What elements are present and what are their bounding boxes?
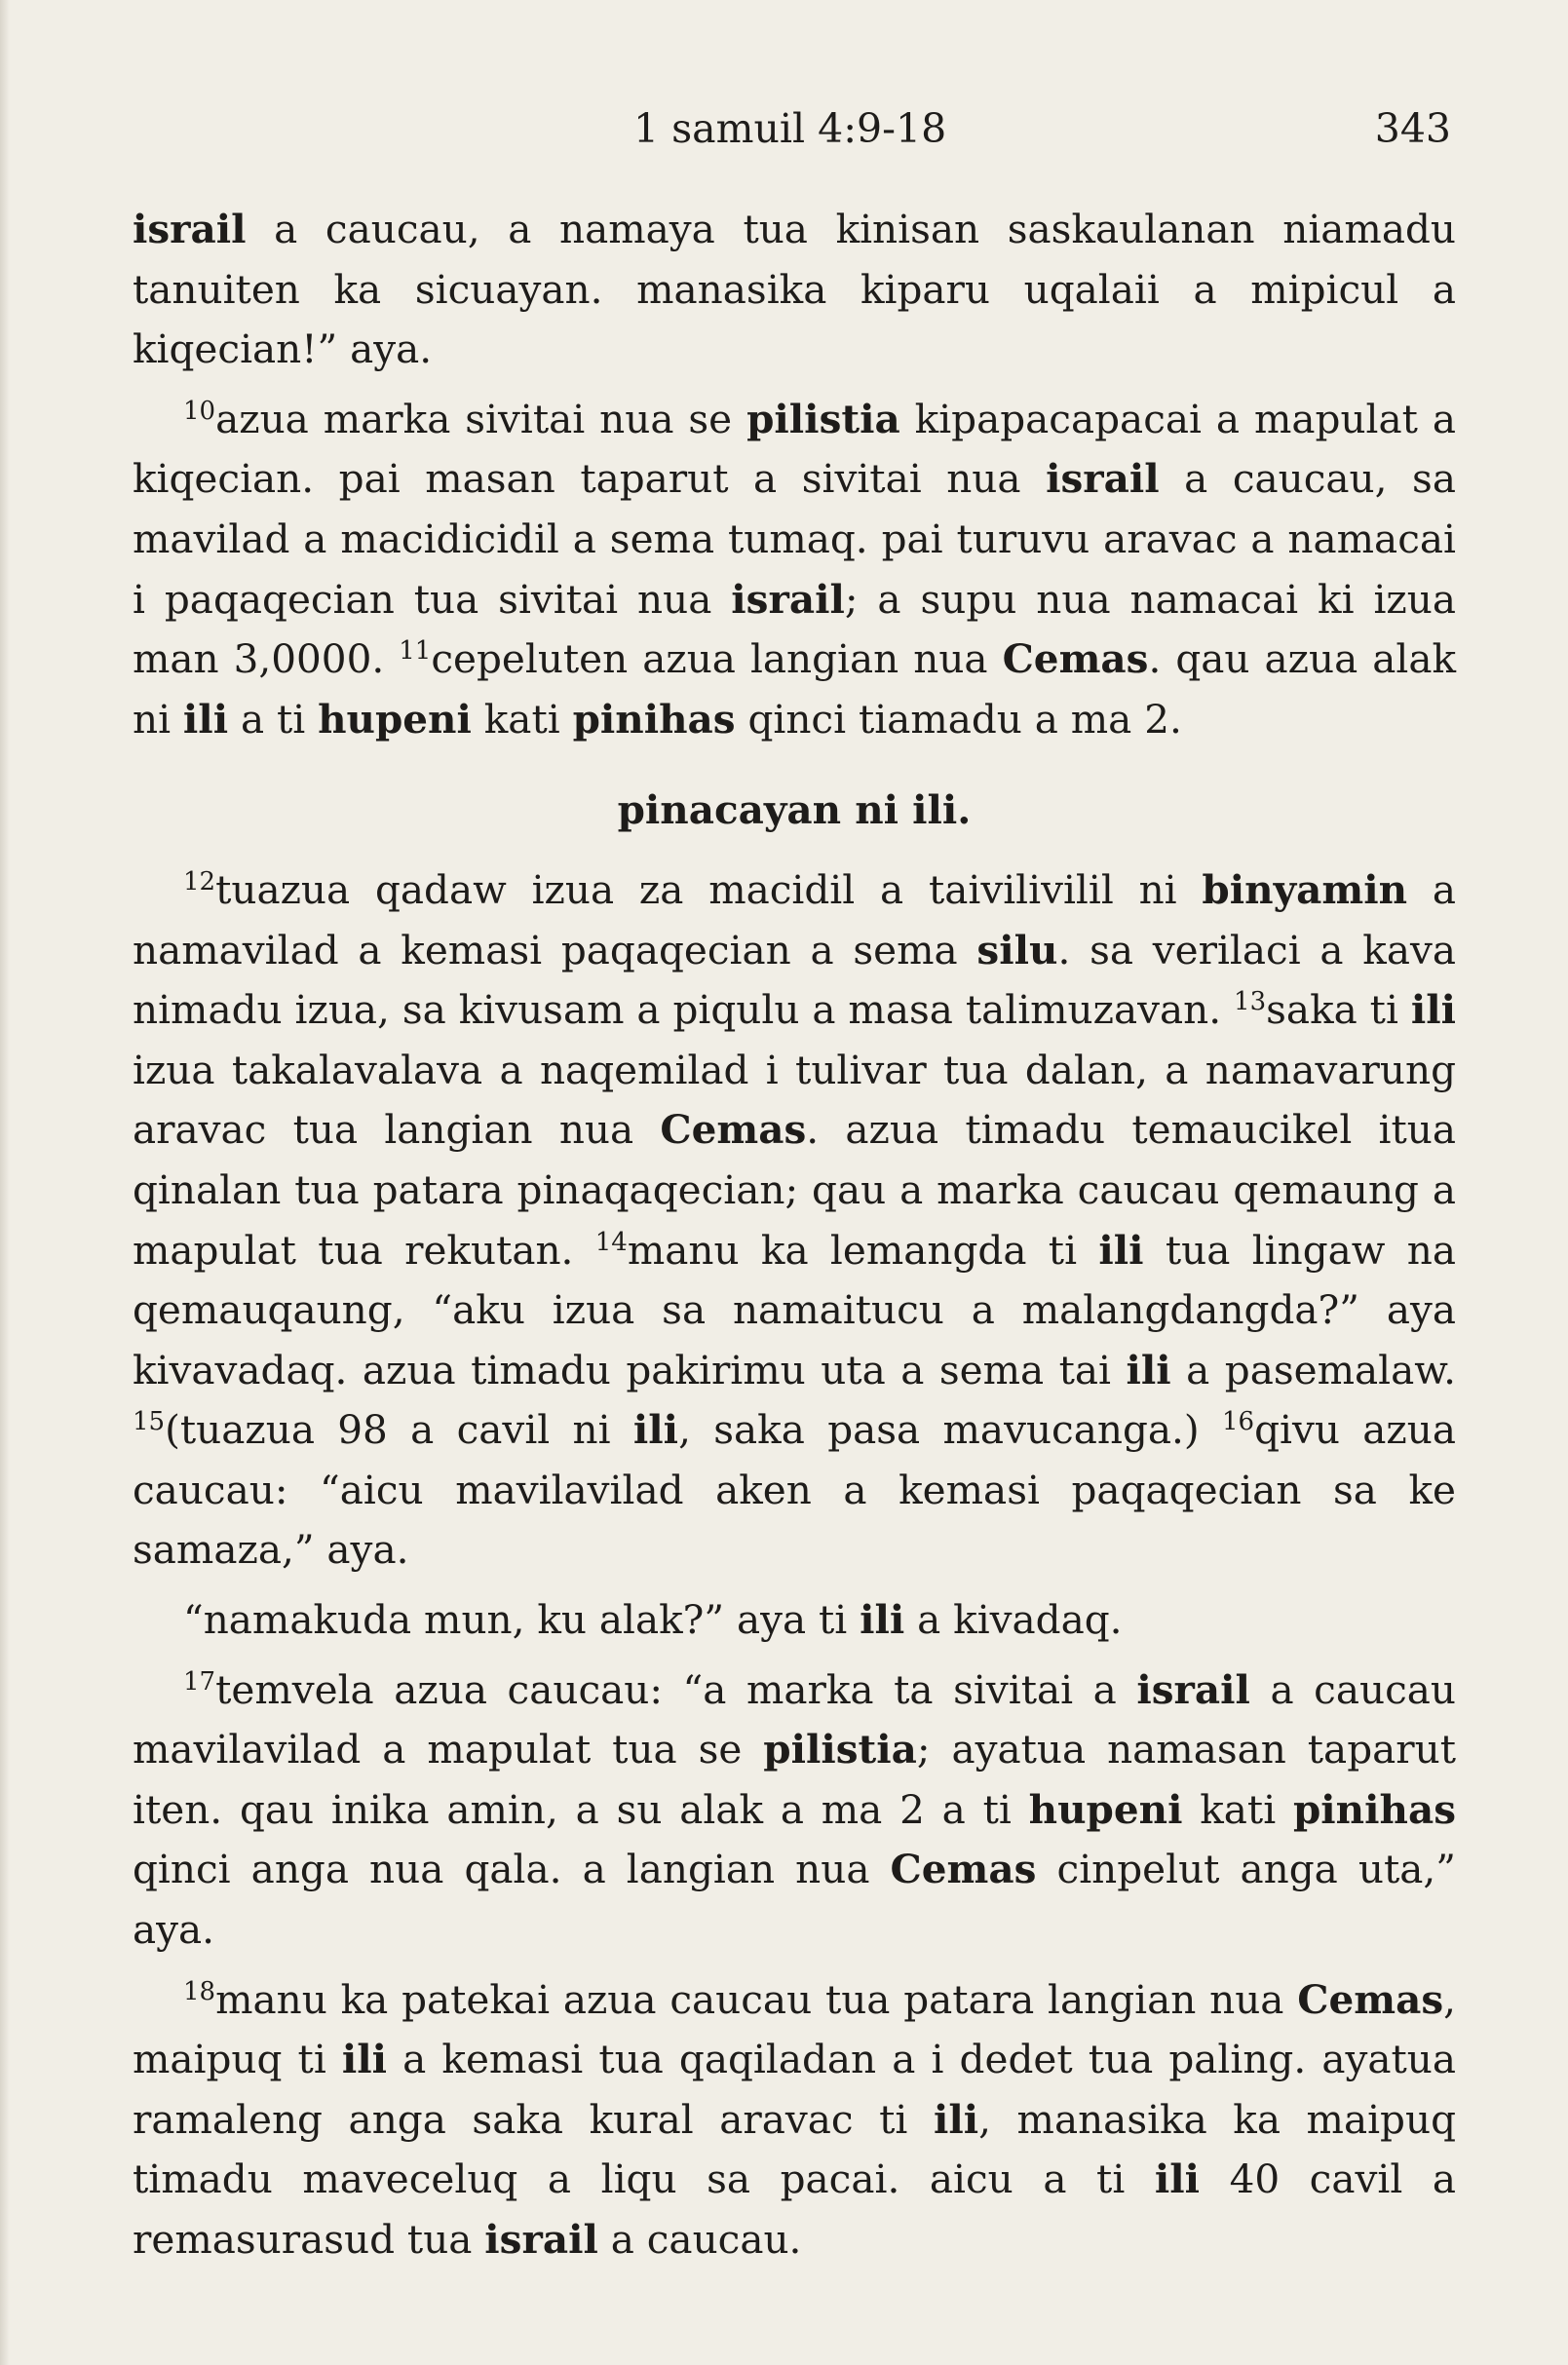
bold-name: ili bbox=[1154, 2155, 1200, 2203]
paragraph-verse-9-continued bbox=[133, 200, 1456, 380]
verse-text: a caucau. bbox=[597, 2216, 802, 2263]
bold-name: Cemas bbox=[1297, 1975, 1444, 2023]
verse-number: 12 bbox=[183, 866, 216, 896]
verse-text: izua takalavalava a naqemilad i tulivar tua dalan, a namavarung aravac tua langian nua bbox=[133, 1046, 1456, 1154]
bold-name: ili bbox=[632, 1406, 679, 1454]
verse-text: ; a supu nua namacai ki izua man 3,0000. bbox=[133, 575, 1456, 683]
verse-text: “namakuda mun, ku alak?” aya ti bbox=[183, 1596, 860, 1644]
verse-text: , saka pasa mavucanga.) bbox=[678, 1406, 1223, 1454]
verse-text: qinci tiamadu a ma 2. bbox=[735, 695, 1182, 743]
page-edge-shadow bbox=[0, 0, 10, 2365]
verse-text: a pasemalaw. bbox=[1170, 1346, 1456, 1393]
bold-name: hupeni bbox=[318, 695, 472, 743]
verse-text: manu ka patekai azua caucau tua patara langian nua bbox=[215, 1975, 1298, 2023]
bold-name: israil bbox=[1136, 1665, 1250, 1713]
verse-number: 18 bbox=[183, 1976, 216, 2006]
verse-text: kipapacapacai a mapulat a kiqecian. pai masan taparut a sivitai nua bbox=[133, 395, 1456, 503]
verse-text: qinci anga nua qala. a langian nua bbox=[133, 1846, 891, 1893]
paragraph-verse-10 bbox=[133, 390, 1456, 750]
bold-name: pinihas bbox=[1292, 1785, 1456, 1833]
paragraph-verse-12 bbox=[133, 860, 1456, 1581]
verse-text: 40 cavil a remasurasud tua bbox=[133, 2155, 1456, 2263]
verse-text: a caucau, a namaya tua kinisan saskaulanan niamadu tanuiten ka sicuayan. manasika kiparu uqalaii a mipicul a kiqecian!” aya. bbox=[133, 206, 1456, 373]
page-body bbox=[133, 200, 1456, 2270]
bold-name: israil bbox=[731, 575, 845, 623]
verse-text: ; ayatua namasan taparut iten. qau inika amin, a su alak a ma 2 a ti bbox=[133, 1726, 1456, 1833]
bold-name: ili bbox=[1126, 1346, 1171, 1393]
verse-text: azua marka sivitai nua se bbox=[215, 395, 747, 442]
verse-text: qivu azua caucau: “aicu mavilavilad aken a kemasi paqaqecian sa ke samaza,” aya. bbox=[133, 1406, 1456, 1574]
verse-text: a caucau mavilavilad a mapulat tua se bbox=[133, 1665, 1456, 1774]
verse-text: cepeluten azua langian nua bbox=[431, 635, 1003, 683]
verse-text: temvela azua caucau: “a marka ta sivitai a bbox=[215, 1665, 1137, 1713]
bold-name: ili bbox=[1410, 986, 1456, 1034]
bold-name: binyamin bbox=[1202, 865, 1408, 913]
bold-name: Cemas bbox=[1002, 635, 1149, 683]
bold-name: hupeni bbox=[1028, 1785, 1183, 1833]
verse-number: 17 bbox=[183, 1666, 216, 1697]
section-heading: pinacayan ni ili. bbox=[617, 786, 972, 834]
bold-name: ili bbox=[1098, 1226, 1144, 1274]
verse-number: 14 bbox=[594, 1227, 628, 1257]
bold-name: israil bbox=[484, 2216, 598, 2263]
verse-text: a kemasi tua qaqiladan a i dedet tua paling. ayatua ramaleng anga saka kural aravac ti bbox=[133, 2036, 1456, 2143]
verse-number: 16 bbox=[1222, 1407, 1255, 1437]
verse-number: 11 bbox=[399, 636, 432, 667]
verse-text: a kivadaq. bbox=[904, 1596, 1123, 1644]
verse-text: a caucau, sa mavilad a macidicidil a sema tumaq. pai turuvu aravac a namacai i paqaqecian tua sivitai nua bbox=[133, 455, 1456, 623]
verse-text: tuazua qadaw izua za macidil a taivilivilil ni bbox=[215, 865, 1203, 913]
bold-name: israil bbox=[133, 206, 247, 252]
verse-text: tua lingaw na qemauqaung, “aku izua sa namaitucu a malangdangda?” aya kivavadaq. azua timadu pakirimu uta a sema tai bbox=[133, 1226, 1456, 1393]
verse-text: (tuazua 98 a cavil ni bbox=[165, 1406, 633, 1454]
paragraph-verse-16-reply bbox=[133, 1590, 1456, 1651]
verse-text: a ti bbox=[228, 695, 319, 743]
bold-name: pilistia bbox=[746, 395, 900, 442]
verse-number: 15 bbox=[133, 1407, 166, 1437]
verse-number: 10 bbox=[183, 396, 216, 426]
verse-text: a namavilad a kemasi paqaqecian a sema bbox=[133, 865, 1456, 973]
verse-number: 13 bbox=[1234, 987, 1267, 1017]
verse-text: , manasika ka maipuq timadu maveceluq a liqu sa pacai. aicu a ti bbox=[133, 2095, 1456, 2203]
bold-name: ili bbox=[341, 2036, 388, 2083]
bold-name: ili bbox=[860, 1596, 905, 1644]
bold-name: israil bbox=[1046, 455, 1160, 503]
verse-text: manu ka lemangda ti bbox=[627, 1226, 1099, 1274]
bold-name: silu bbox=[976, 926, 1058, 973]
running-header bbox=[0, 105, 1568, 164]
verse-text: . azua timadu temaucikel itua qinalan tua patara pinaqaqecian; qau a marka caucau qemaung a mapulat tua rekutan. bbox=[133, 1106, 1456, 1274]
running-title: 1 samuil 4:9-18 bbox=[633, 105, 947, 152]
verse-text: . qau azua alak ni bbox=[133, 635, 1457, 743]
paragraph-verse-18 bbox=[133, 1970, 1456, 2270]
verse-text: kati bbox=[471, 695, 573, 743]
verse-text: kati bbox=[1182, 1785, 1293, 1833]
verse-text: , maipuq ti bbox=[133, 1975, 1456, 2083]
bold-name: ili bbox=[933, 2095, 979, 2143]
verse-text: . sa verilaci a kava nimadu izua, sa kivusam a piqulu a masa talimuzavan. bbox=[133, 926, 1456, 1034]
verse-text: saka ti bbox=[1266, 986, 1411, 1034]
bold-name: Cemas bbox=[660, 1106, 807, 1154]
bold-name: Cemas bbox=[890, 1846, 1037, 1893]
paragraph-verse-17 bbox=[133, 1660, 1456, 1961]
bold-name: pinihas bbox=[572, 695, 736, 743]
verse-text: cinpelut anga uta,” aya. bbox=[133, 1846, 1456, 1954]
page-number: 343 bbox=[1374, 105, 1451, 152]
bold-name: pilistia bbox=[763, 1726, 917, 1774]
bold-name: ili bbox=[182, 695, 229, 743]
